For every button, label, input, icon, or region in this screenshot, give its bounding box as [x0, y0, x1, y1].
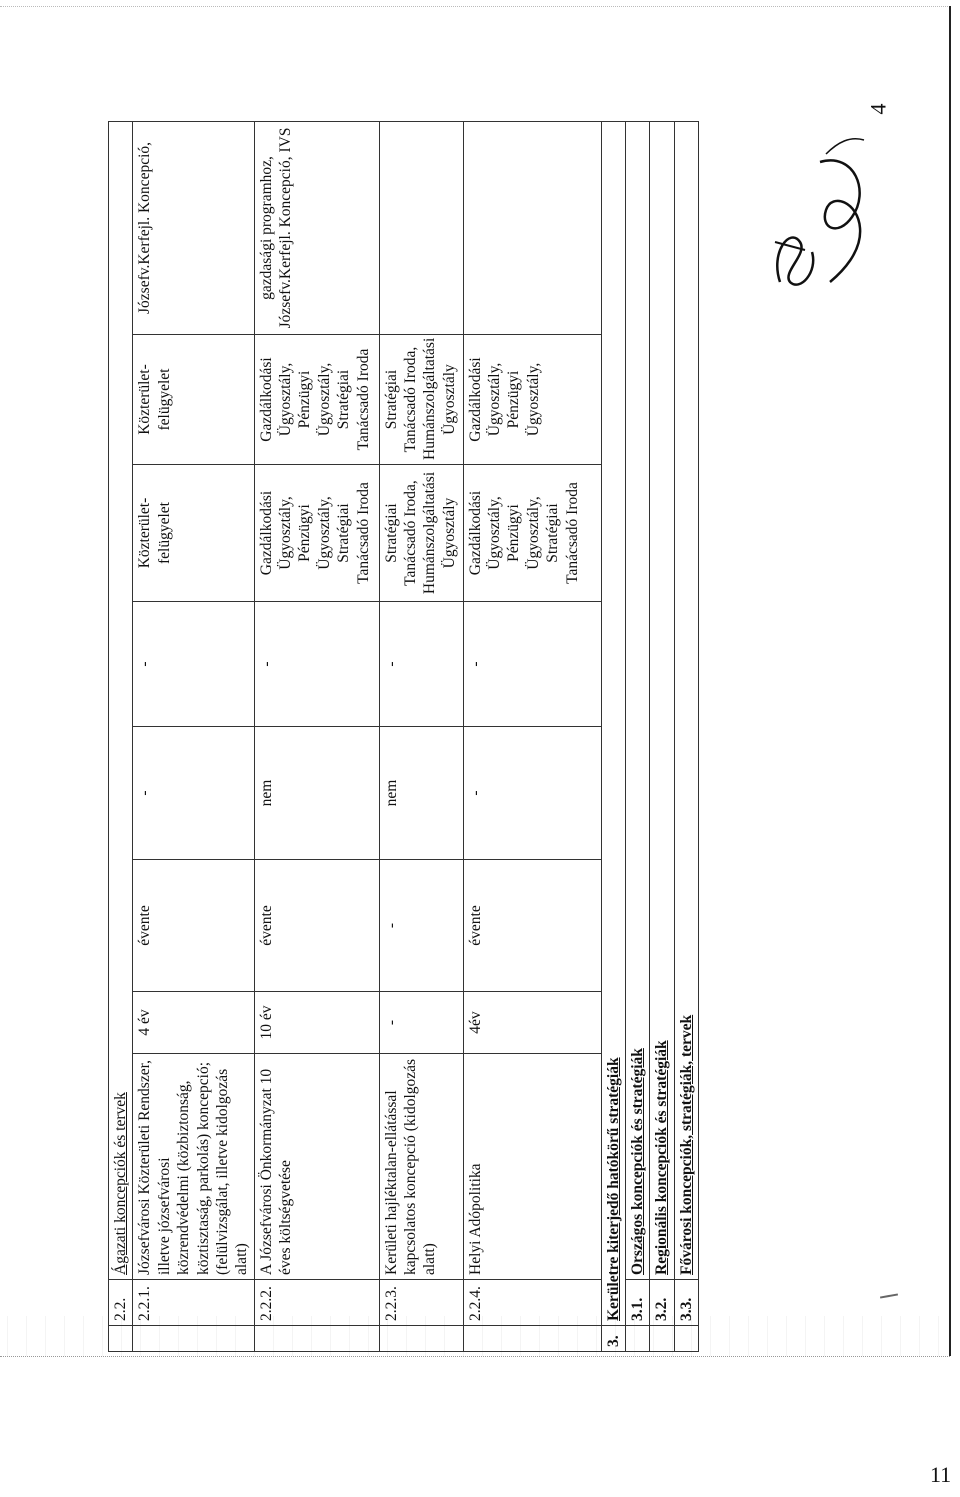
row-id: 2.2.4.: [463, 1280, 601, 1326]
subsection-row: [626, 121, 650, 1351]
table-row: [463, 121, 601, 1351]
row-col2: -: [254, 602, 379, 727]
row-period: 4év: [463, 992, 601, 1054]
row-responsible-1: Gazdálkodási Ügyosztály, Pénzügyi Ügyosztály, Stratégiai Tanácsadó Iroda: [254, 465, 379, 602]
row-name: Kerületi hajléktalan-ellátással kapcsolatos koncepció (kidolgozás alatt): [379, 1054, 463, 1280]
subsection-title: Regionális koncepciók és stratégiák: [650, 121, 674, 1279]
row-responsible-1: Gazdálkodási Ügyosztály, Pénzügyi Ügyosztály, Stratégiai Tanácsadó Iroda: [463, 465, 601, 602]
section-number: 3.: [601, 1326, 625, 1352]
subsection-title: Országos koncepciók és stratégiák: [626, 121, 650, 1279]
section-header-row: [601, 121, 625, 1351]
section-marker: [109, 1326, 133, 1352]
table-row: [133, 121, 254, 1351]
rotated-table-region: [108, 122, 693, 1352]
page-top-border: [0, 6, 948, 7]
row-links: gazdasági programhoz, Józsefv.Kerfejl. Koncepció, IVS: [254, 121, 379, 334]
row-period: 4 év: [133, 992, 254, 1054]
row-responsible-2: Gazdálkodási Ügyosztály, Pénzügyi Ügyosztály, Stratégiai Tanácsadó Iroda: [254, 335, 379, 465]
subsection-row: [650, 121, 674, 1351]
row-responsible-2: Stratégiai Tanácsadó Iroda, Humánszolgáltatási Ügyosztály: [379, 335, 463, 465]
row-review: évente: [133, 860, 254, 992]
scan-mark: [880, 1293, 898, 1298]
row-col1: nem: [379, 727, 463, 860]
row-id: 2.2.3.: [379, 1280, 463, 1326]
row-name: Józsefvárosi Közterületi Rendszer, illetve józsefvárosi közrendvédelmi (közbiztonság, köztisztaság, parkolás) koncepció; (felülvizsgálat, illetve kidolgozás alatt): [133, 1054, 254, 1280]
row-name: Helyi Adópolitika: [463, 1054, 601, 1280]
row-id: 2.2.2.: [254, 1280, 379, 1326]
row-col2: -: [379, 602, 463, 727]
row-col1: -: [463, 727, 601, 860]
handwritten-signature: [760, 132, 880, 322]
row-links: Józsefv.Kerfejl. Koncepció,: [133, 121, 254, 334]
subsection-title: Fővárosi koncepciók, stratégiák, tervek: [674, 121, 698, 1279]
row-responsible-1: Közterület-felügyelet: [133, 465, 254, 602]
table-row: [254, 121, 379, 1351]
rotated-page-number: 4: [865, 103, 891, 115]
page-bottom-border: [0, 1356, 950, 1357]
row-col1: nem: [254, 727, 379, 860]
row-responsible-1: Stratégiai Tanácsadó Iroda, Humánszolgáltatási Ügyosztály: [379, 465, 463, 602]
row-period: 10 év: [254, 992, 379, 1054]
row-name: A Józsefvárosi Önkormányzat 10 éves költségvetése: [254, 1054, 379, 1280]
row-id: 2.2.1.: [133, 1280, 254, 1326]
row-col2: -: [463, 602, 601, 727]
row-col1: -: [133, 727, 254, 860]
page-number: 11: [930, 1462, 952, 1487]
table-row: [379, 121, 463, 1351]
section-number: 2.2.: [109, 1280, 133, 1326]
subsection-number: 3.2.: [650, 1280, 674, 1326]
row-col2: -: [133, 602, 254, 727]
row-links: [379, 121, 463, 334]
row-links: [463, 121, 601, 334]
row-review: évente: [463, 860, 601, 992]
strategy-table: [108, 121, 699, 1352]
section-title: Kerületre kiterjedő hatókörű stratégiák: [601, 121, 625, 1325]
page-right-border: [949, 6, 951, 1356]
subsection-number: 3.3.: [674, 1280, 698, 1326]
row-period: -: [379, 992, 463, 1054]
row-review: évente: [254, 860, 379, 992]
subsection-number: 3.1.: [626, 1280, 650, 1326]
subsection-row: [674, 121, 698, 1351]
row-responsible-2: Gazdálkodási Ügyosztály, Pénzügyi Ügyosztály,: [463, 335, 601, 465]
section-title: Ágazati koncepciók és tervek: [109, 121, 133, 1279]
row-responsible-2: Közterület-felügyelet: [133, 335, 254, 465]
section-header-row: [109, 121, 133, 1351]
row-review: -: [379, 860, 463, 992]
